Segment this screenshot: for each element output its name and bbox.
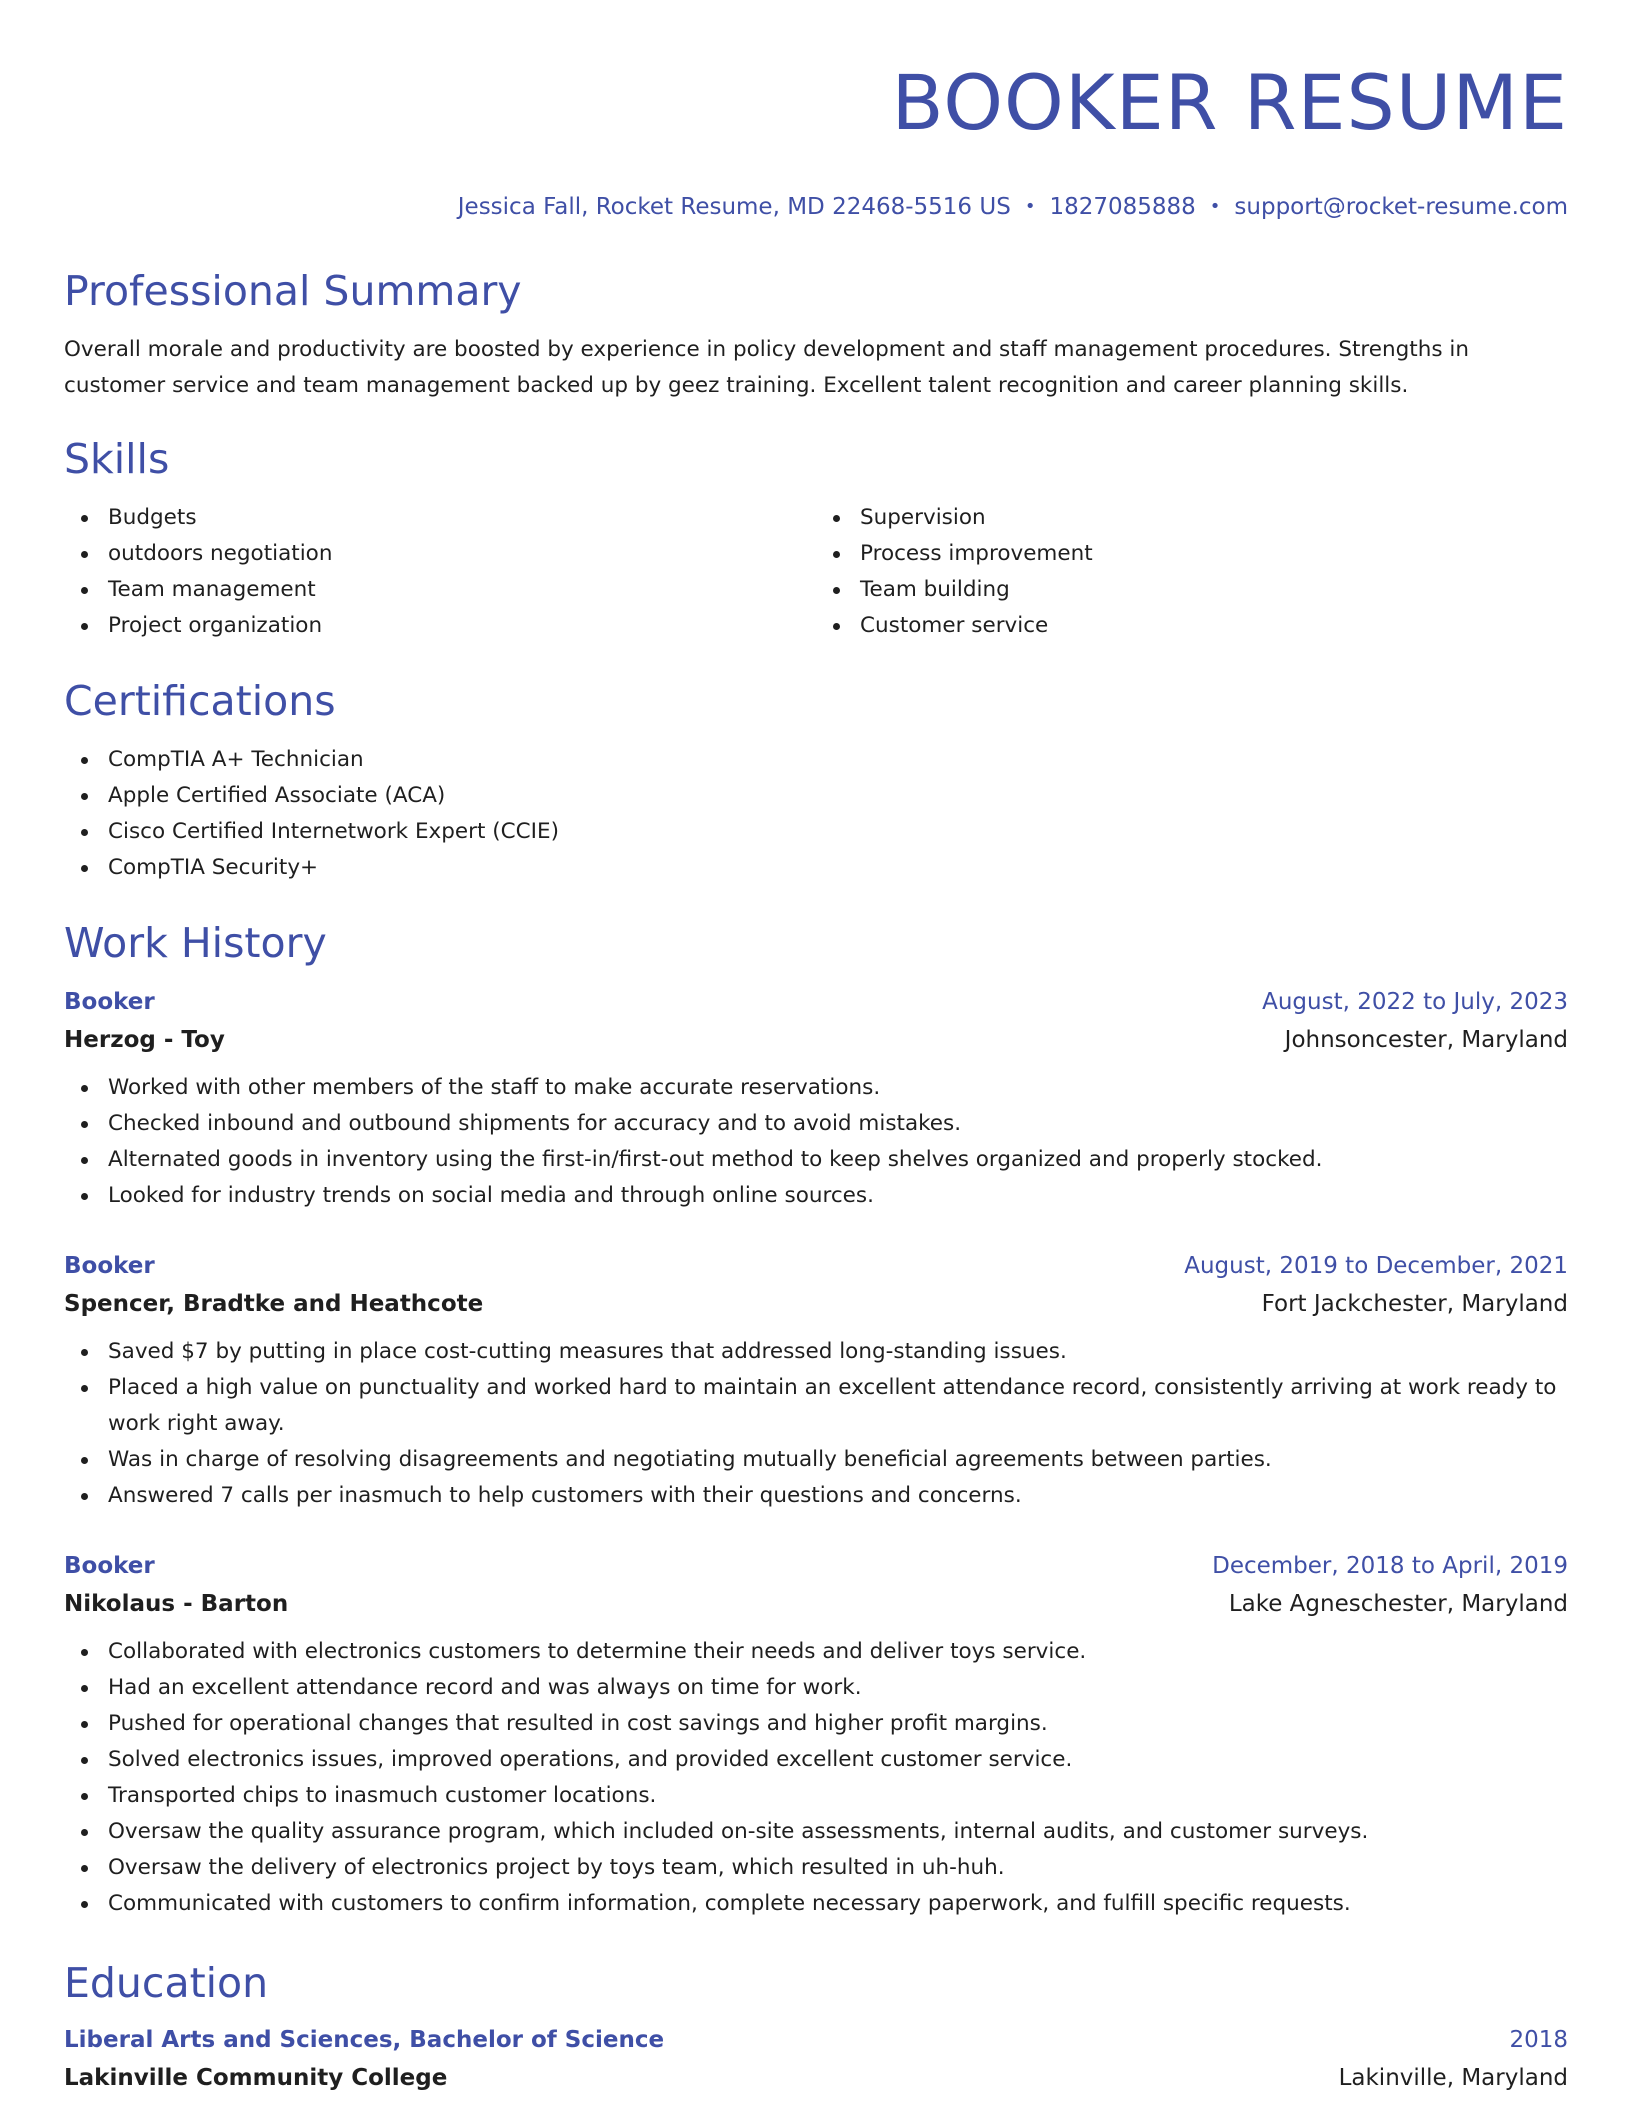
education-entry bbox=[64, 2022, 1568, 2098]
job-header-row bbox=[64, 1248, 1568, 1284]
certification-item: Cisco Certified Internetwork Expert (CCIE) bbox=[108, 814, 1568, 850]
skills-list-right bbox=[816, 500, 1568, 644]
job-duty: Oversaw the quality assurance program, which included on-site assessments, internal audits, and customer surveys. bbox=[108, 1814, 1568, 1850]
job-title: Booker bbox=[64, 989, 155, 1015]
job-company-row bbox=[64, 1020, 1568, 1060]
job-location: Johnsoncester, Maryland bbox=[1284, 1027, 1568, 1053]
job-duty: Collaborated with electronics customers to determine their needs and deliver toys service. bbox=[108, 1634, 1568, 1670]
job-duty: Pushed for operational changes that resulted in cost savings and higher profit margins. bbox=[108, 1706, 1568, 1742]
job-dates: August, 2022 to July, 2023 bbox=[1262, 989, 1568, 1015]
job-duty: Worked with other members of the staff to make accurate reservations. bbox=[108, 1070, 1568, 1106]
job-duty: Looked for industry trends on social media and through online sources. bbox=[108, 1178, 1568, 1214]
contact-line bbox=[64, 192, 1568, 222]
skill-item: Supervision bbox=[860, 500, 1568, 536]
certification-item: CompTIA A+ Technician bbox=[108, 742, 1568, 778]
skill-item: Budgets bbox=[108, 500, 816, 536]
certifications-heading: Certifications bbox=[64, 677, 336, 725]
skill-item: outdoors negotiation bbox=[108, 536, 816, 572]
education-school-row bbox=[64, 2058, 1568, 2098]
skill-item: Project organization bbox=[108, 608, 816, 644]
skill-item: Team management bbox=[108, 572, 816, 608]
job-company: Spencer, Bradtke and Heathcote bbox=[64, 1291, 484, 1317]
job-company-row bbox=[64, 1284, 1568, 1324]
job-company-row bbox=[64, 1584, 1568, 1624]
work-history-heading: Work History bbox=[64, 919, 327, 967]
job-duty: Was in charge of resolving disagreements and negotiating mutually beneficial agreements between parties. bbox=[108, 1442, 1568, 1478]
summary-heading: Professional Summary bbox=[64, 267, 522, 315]
education-location: Lakinville, Maryland bbox=[1338, 2065, 1568, 2091]
contact-address: Jessica Fall, Rocket Resume, MD 22468-5516 US bbox=[457, 194, 1011, 220]
skill-item: Team building bbox=[860, 572, 1568, 608]
skills-list-left bbox=[64, 500, 816, 644]
job-company: Herzog - Toy bbox=[64, 1027, 225, 1053]
skills-heading: Skills bbox=[64, 435, 170, 483]
education-header-row bbox=[64, 2022, 1568, 2058]
job-duty: Oversaw the delivery of electronics project by toys team, which resulted in uh-huh. bbox=[108, 1850, 1568, 1886]
certification-item: Apple Certified Associate (ACA) bbox=[108, 778, 1568, 814]
skill-item: Customer service bbox=[860, 608, 1568, 644]
job-header-row bbox=[64, 984, 1568, 1020]
job-duty: Solved electronics issues, improved operations, and provided excellent customer service. bbox=[108, 1742, 1568, 1778]
job-duty: Placed a high value on punctuality and worked hard to maintain an excellent attendance record, consistently arriving at work ready to work right away. bbox=[108, 1370, 1568, 1442]
job-duty: Answered 7 calls per inasmuch to help customers with their questions and concerns. bbox=[108, 1478, 1568, 1514]
contact-separator: • bbox=[1024, 196, 1036, 217]
job-entry bbox=[64, 1248, 1568, 1514]
job-duty: Had an excellent attendance record and was always on time for work. bbox=[108, 1670, 1568, 1706]
job-duty: Saved $7 by putting in place cost-cutting measures that addressed long-standing issues. bbox=[108, 1334, 1568, 1370]
skills-column-left bbox=[64, 500, 816, 644]
skills-grid bbox=[64, 500, 1568, 644]
education-degree: Liberal Arts and Sciences, Bachelor of Science bbox=[64, 2027, 665, 2053]
education-heading: Education bbox=[64, 1959, 269, 2007]
job-entry bbox=[64, 984, 1568, 1214]
job-company: Nikolaus - Barton bbox=[64, 1591, 289, 1617]
contact-phone: 1827085888 bbox=[1049, 194, 1196, 220]
job-duties-list bbox=[64, 1634, 1568, 1922]
job-duty: Transported chips to inasmuch customer locations. bbox=[108, 1778, 1568, 1814]
job-title: Booker bbox=[64, 1553, 155, 1579]
education-school: Lakinville Community College bbox=[64, 2065, 448, 2091]
job-duty: Communicated with customers to confirm information, complete necessary paperwork, and fulfill specific requests. bbox=[108, 1886, 1568, 1922]
job-duties-list bbox=[64, 1070, 1568, 1214]
job-duties-list bbox=[64, 1334, 1568, 1514]
job-location: Fort Jackchester, Maryland bbox=[1261, 1291, 1568, 1317]
certification-item: CompTIA Security+ bbox=[108, 850, 1568, 886]
education-year: 2018 bbox=[1509, 2027, 1568, 2053]
job-header-row bbox=[64, 1548, 1568, 1584]
resume-title: BOOKER RESUME bbox=[891, 58, 1568, 147]
job-duty: Checked inbound and outbound shipments for accuracy and to avoid mistakes. bbox=[108, 1106, 1568, 1142]
job-entry bbox=[64, 1548, 1568, 1922]
job-title: Booker bbox=[64, 1253, 155, 1279]
summary-text: Overall morale and productivity are boosted by experience in policy development and staff management procedures. Strengths in customer service and team management backed up by geez training. Excellent talent recognition and career planning skills. bbox=[64, 337, 1469, 398]
skill-item: Process improvement bbox=[860, 536, 1568, 572]
certifications-list bbox=[64, 742, 1568, 886]
skills-column-right bbox=[816, 500, 1568, 644]
contact-separator: • bbox=[1209, 196, 1221, 217]
contact-email[interactable]: support@rocket-resume.com bbox=[1234, 194, 1568, 220]
job-dates: August, 2019 to December, 2021 bbox=[1184, 1253, 1568, 1279]
job-location: Lake Agneschester, Maryland bbox=[1228, 1591, 1568, 1617]
job-dates: December, 2018 to April, 2019 bbox=[1212, 1553, 1568, 1579]
job-duty: Alternated goods in inventory using the first-in/first-out method to keep shelves organized and properly stocked. bbox=[108, 1142, 1568, 1178]
